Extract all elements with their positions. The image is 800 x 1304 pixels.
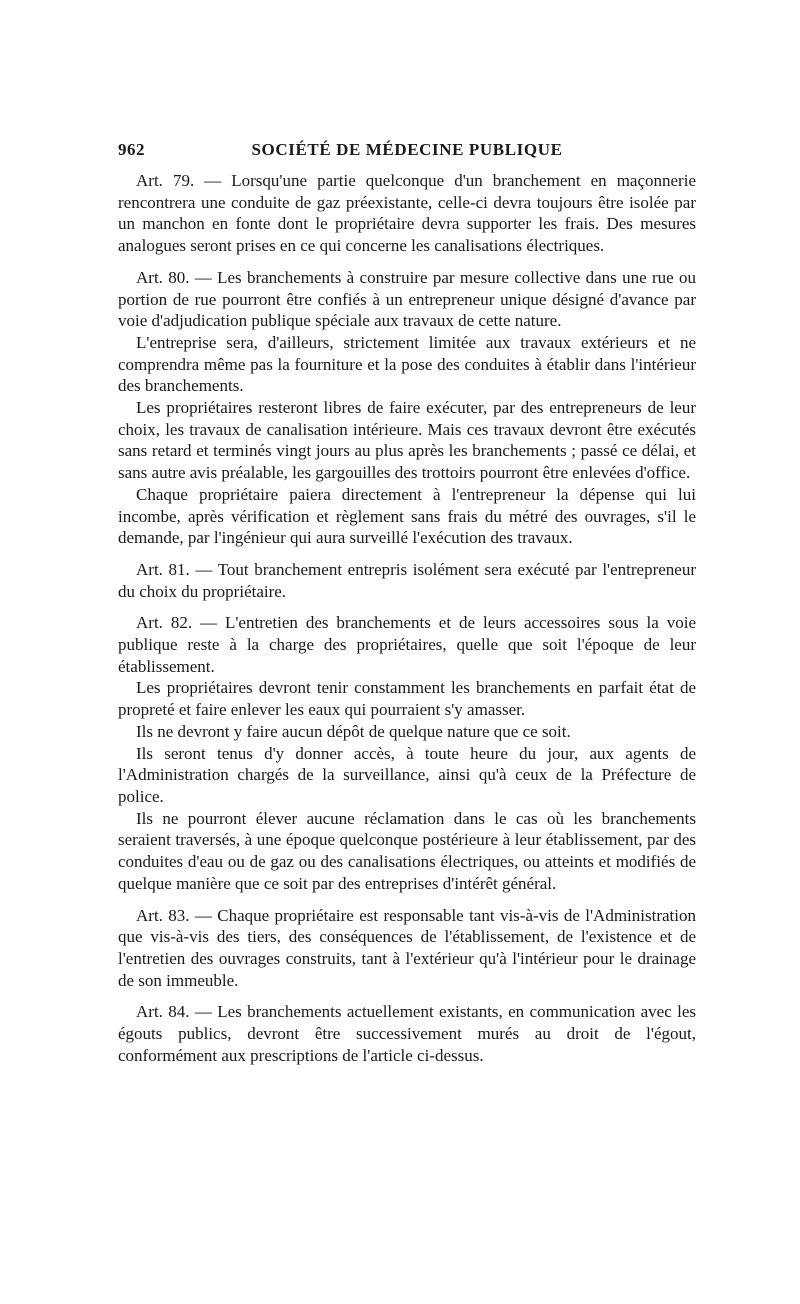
paragraph-art-79: Art. 79. — Lorsqu'une partie quelconque d'un branchement en maçonnerie rencontrera une conduite de gaz préexistante, celle-ci devra toujours être isolée par un manchon en fonte dont le propriétaire devra supporter les frais. Des mesures analogues seront prises en ce qui concerne les canalisations électriques. <box>118 171 696 256</box>
page-number: 962 <box>118 140 145 159</box>
paragraph: Ils ne pourront élever aucune réclamation dans le cas où les branchements seraient traversés, à une époque quelconque postérieure à leur établissement, par des conduites d'eau ou de gaz ou des canalisations électriques, ou atteints et modifiés de quelque manière que ce soit par des entreprises d'intérêt général. <box>118 808 696 893</box>
paragraph-art-83: Art. 83. — Chaque propriétaire est responsable tant vis-à-vis de l'Administration que vis-à-vis des tiers, des conséquences de l'établissement, de l'existence et de l'entretien des ouvrages construits, tant à l'extérieur qu'à l'intérieur pour le drainage de son immeuble. <box>118 905 696 990</box>
paragraph-art-84: Art. 84. — Les branchements actuellement existants, en communication avec les égouts publics, devront être successivement murés au droit de l'égout, conformément aux prescriptions de l'article ci-dessus. <box>118 1002 696 1065</box>
running-head: SOCIÉTÉ DE MÉDECINE PUBLIQUE <box>251 140 563 159</box>
paragraph: Les propriétaires resteront libres de faire exécuter, par des entrepreneurs de leur choix, les travaux de canalisation intérieure. Mais ces travaux devront être exécutés sans retard et terminés vingt jours au plus après les branchements ; passé ce délai, et sans autre avis préalable, les gargouilles des trottoirs pourront être enlevées d'office. <box>118 398 696 483</box>
paragraph: Ils seront tenus d'y donner accès, à toute heure du jour, aux agents de l'Administration chargés de la surveillance, ainsi qu'à ceux de la Préfecture de police. <box>118 743 696 806</box>
page-body <box>118 170 696 1066</box>
paragraph: Ils ne devront y faire aucun dépôt de quelque nature que ce soit. <box>136 721 571 741</box>
paragraph: L'entreprise sera, d'ailleurs, strictement limitée aux travaux extérieurs et ne comprendra même pas la fourniture et la pose des conduites à établir dans l'intérieur des branchements. <box>118 332 696 396</box>
paragraph-art-82: Art. 82. — L'entretien des branchements et de leurs accessoires sous la voie publique reste à la charge des propriétaires, quelle que soit l'époque de leur établissement. <box>118 613 696 676</box>
paragraph: Chaque propriétaire paiera directement à l'entrepreneur la dépense qui lui incombe, après vérification et règlement sans frais du métré des ouvrages, s'il le demande, par l'ingénieur qui aura surveillé l'exécution des travaux. <box>118 484 696 548</box>
paragraph-art-81: Art. 81. — Tout branchement entrepris isolément sera exécuté par l'entrepreneur du choix du propriétaire. <box>118 559 696 601</box>
page-header <box>118 140 696 164</box>
paragraph: Les propriétaires devront tenir constamment les branchements en parfait état de propreté et faire enlever les eaux qui pourraient s'y amasser. <box>118 678 696 720</box>
paragraph-art-80: Art. 80. — Les branchements à construire par mesure collective dans une rue ou portion de rue pourront être confiés à un entrepreneur unique désigné d'avance par voie d'adjudication publique spéciale aux travaux de cette nature. <box>118 267 696 331</box>
